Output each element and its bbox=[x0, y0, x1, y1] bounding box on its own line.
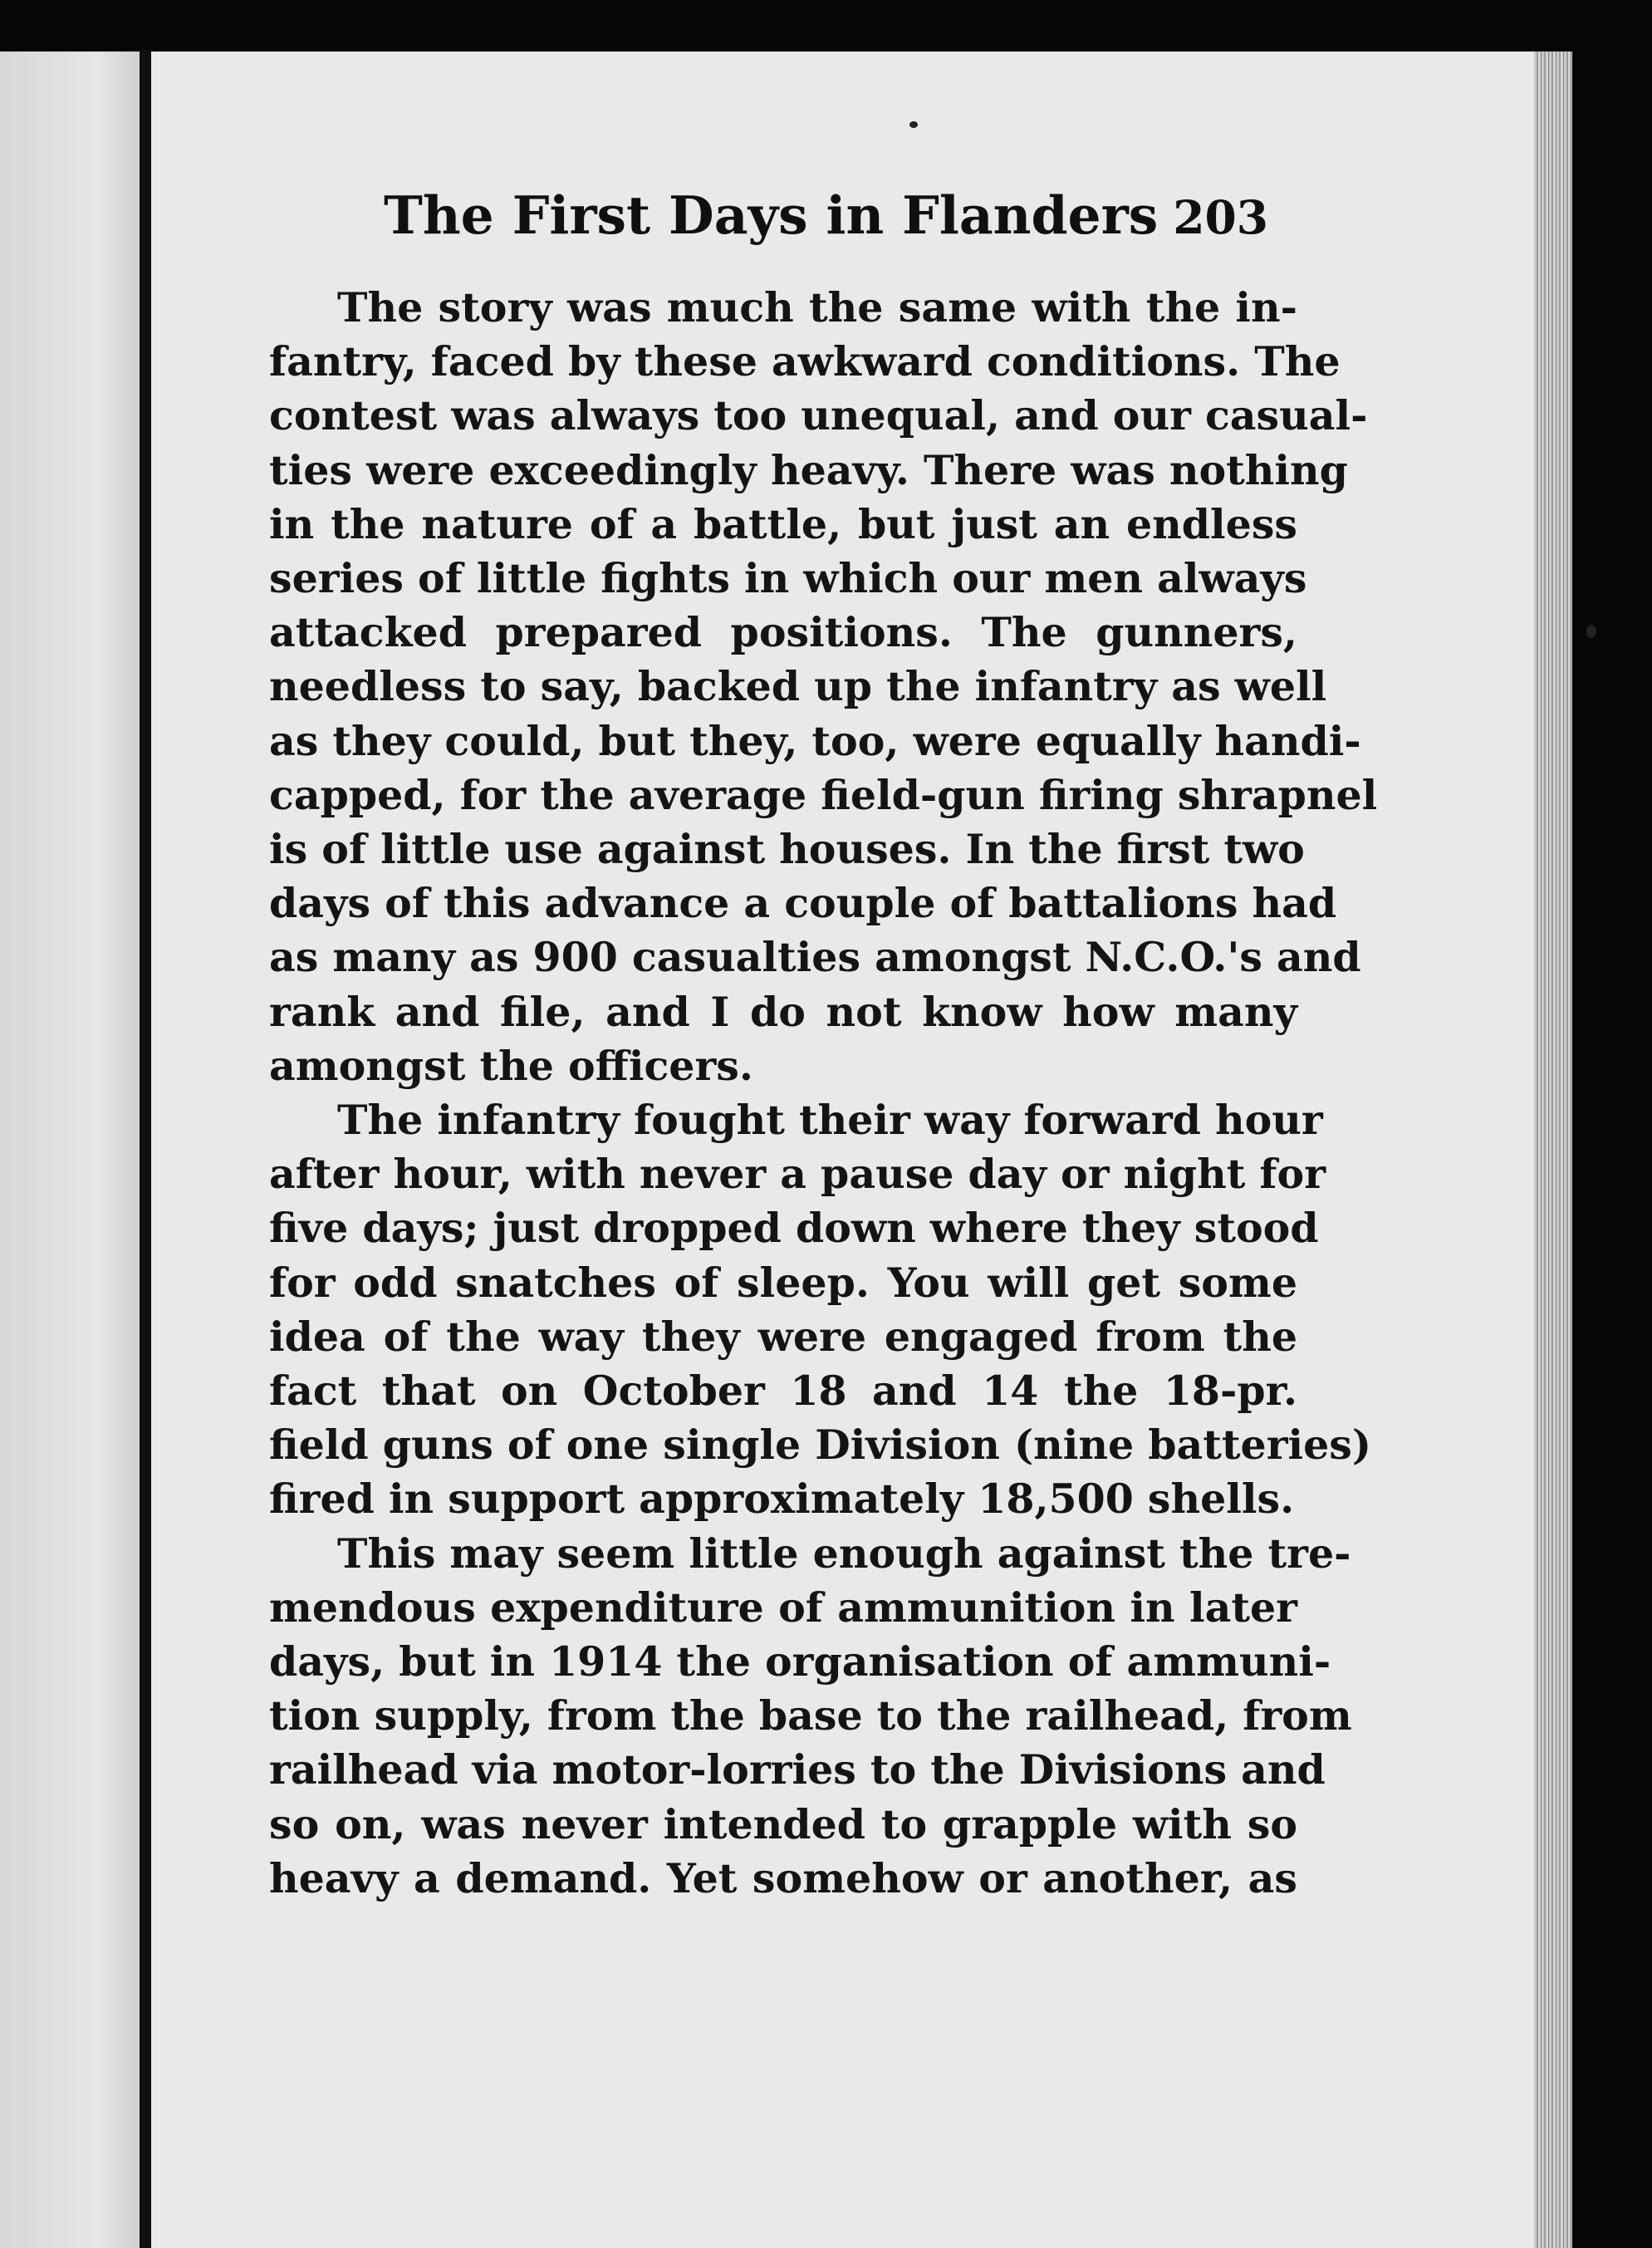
text-line: in the nature of a battle, but just an endless bbox=[269, 499, 1297, 548]
text-line: needless to say, backed up the infantry as well bbox=[269, 662, 1327, 711]
text-line: The story was much the same with the in- bbox=[337, 283, 1297, 331]
text-line: series of little fights in which our men always bbox=[269, 554, 1307, 603]
text-line: as many as 900 casualties amongst N.C.O.'s and bbox=[269, 933, 1361, 982]
text-line: attacked prepared positions. The gunners, bbox=[269, 608, 1297, 657]
text-line: idea of the way they were engaged from the bbox=[269, 1312, 1297, 1361]
text-line: as they could, but they, too, were equally handi- bbox=[269, 716, 1361, 765]
text-line: The infantry fought their way forward hour bbox=[337, 1096, 1323, 1145]
text-line: This may seem little enough against the tre- bbox=[337, 1529, 1351, 1578]
text-line: is of little use against houses. In the first two bbox=[269, 825, 1305, 874]
text-line: amongst the officers. bbox=[269, 1041, 753, 1090]
text-line: after hour, with never a pause day or night for bbox=[269, 1150, 1326, 1199]
page-stack-edge bbox=[1534, 52, 1572, 2248]
text-line: rank and file, and I do not know how many bbox=[269, 987, 1297, 1036]
text-line: days, but in 1914 the organisation of ammuni- bbox=[269, 1637, 1331, 1686]
text-line: ties were exceedingly heavy. There was nothing bbox=[269, 445, 1348, 494]
text-line: fantry, faced by these awkward conditions. The bbox=[269, 337, 1341, 386]
text-line: railhead via motor-lorries to the Divisions and bbox=[269, 1745, 1326, 1794]
text-line: fact that on October 18 and 14 the 18-pr. bbox=[269, 1367, 1297, 1416]
running-header bbox=[384, 184, 1297, 246]
paragraph bbox=[269, 1527, 1352, 1906]
scan-top-border bbox=[0, 0, 1652, 52]
text-line: fired in support approximately 18,500 shells. bbox=[269, 1475, 1295, 1524]
paragraph bbox=[269, 1093, 1372, 1527]
text-line: five days; just dropped down where they stood bbox=[269, 1204, 1319, 1253]
scan-speck bbox=[909, 121, 918, 128]
book-gutter bbox=[140, 50, 151, 2248]
text-line: heavy a demand. Yet somehow or another, as bbox=[269, 1853, 1297, 1902]
text-line: days of this advance a couple of battalions had bbox=[269, 879, 1337, 928]
facing-page-edge bbox=[0, 52, 140, 2248]
text-line: so on, was never intended to grapple with so bbox=[269, 1799, 1297, 1848]
scan-speck bbox=[1586, 625, 1596, 638]
text-line: mendous expenditure of ammunition in later bbox=[269, 1583, 1297, 1632]
text-line: capped, for the average field-gun firing shrapnel bbox=[269, 770, 1378, 819]
text-line: for odd snatches of sleep. You will get some bbox=[269, 1258, 1297, 1307]
running-title: The First Days in Flanders bbox=[384, 184, 1159, 246]
paragraph bbox=[269, 281, 1378, 1093]
text-line: tion supply, from the base to the railhead, from bbox=[269, 1691, 1352, 1740]
text-line: field guns of one single Division (nine batteries) bbox=[269, 1421, 1372, 1470]
page-number: 203 bbox=[1173, 190, 1269, 244]
text-line: contest was always too unequal, and our casual- bbox=[269, 391, 1368, 440]
body-text bbox=[269, 281, 1378, 1906]
scan-right-border bbox=[1572, 52, 1652, 2248]
